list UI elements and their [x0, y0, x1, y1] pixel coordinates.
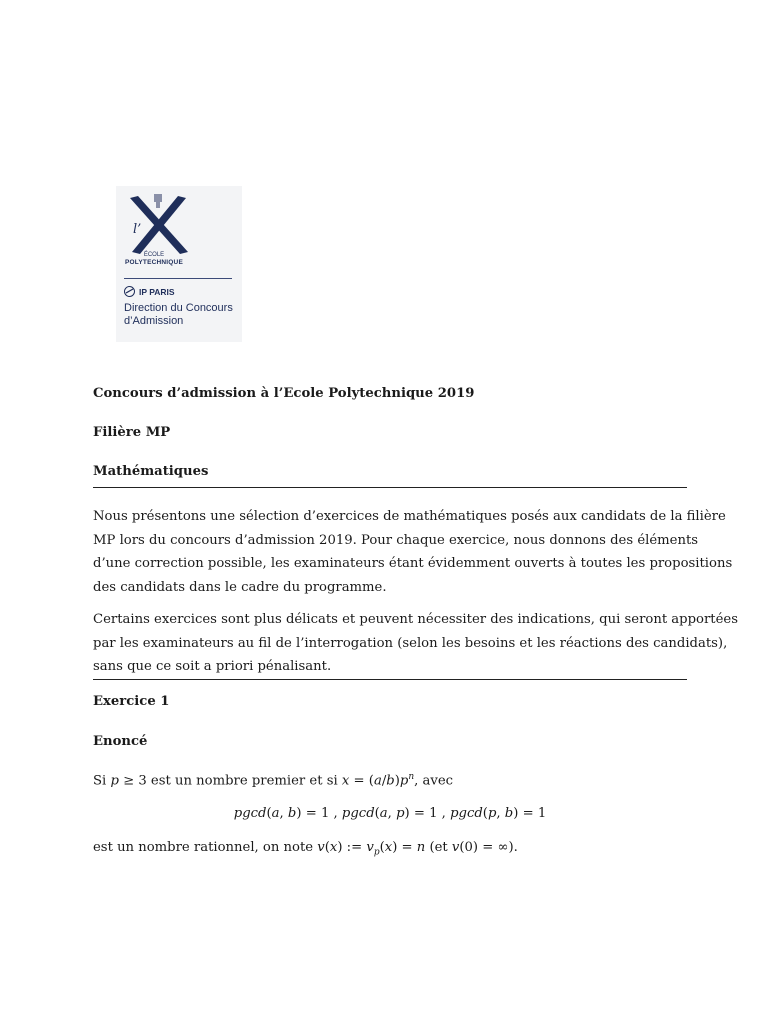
exercise-statement-line1: Si p ≥ 3 est un nombre premier et si $x = (a/b)p^n$, avec	[93, 772, 454, 789]
direction-line1: Direction du Concours	[124, 302, 233, 314]
direction-concours	[124, 302, 233, 328]
filiere-heading: Filière MP	[93, 425, 171, 440]
logo-school-line1: ÉCOLE	[143, 252, 165, 258]
logo-school-line2: POLYTECHNIQUE	[125, 259, 183, 266]
ecole-polytechnique-logo	[116, 186, 242, 342]
intro-paragraph-1	[93, 505, 733, 599]
intro-p2-line: Certains exercices sont plus délicats et peuvent nécessiter des indications, qui seront apportées	[93, 612, 738, 627]
exercise-statement-line2: est un nombre rationnel, on note v(x) := $v_p(x) = n$ (et v(0) = ∞).	[93, 840, 518, 858]
gcd-conditions-formula: pgcd(a, b) = 1 , pgcd(a, p) = 1 , pgcd(p, b) = 1	[233, 806, 547, 821]
subject-heading: Mathématiques	[93, 464, 209, 479]
intro-p2-line: par les examinateurs au fil de l’interrogation (selon les besoins et les réactions des candidats),	[93, 635, 728, 651]
exercise-subtitle: Enoncé	[93, 734, 148, 749]
logo-prefix: l’	[133, 222, 142, 237]
intro-p1-line: MP lors du concours d’admission 2019. Pour chaque exercice, nous donnons des éléments	[93, 532, 699, 548]
direction-line2: d’Admission	[124, 315, 184, 327]
intro-p1-line: Nous présentons une sélection d’exercices de mathématiques posés aux candidats de la filière	[93, 509, 726, 524]
logo-divider	[124, 278, 232, 279]
ip-paris-text: IP PARIS	[139, 286, 175, 297]
intro-paragraph-2	[93, 608, 738, 679]
exercise-title: Exercice 1	[93, 694, 170, 709]
ip-paris-label	[124, 286, 175, 297]
intro-p2-line: sans que ce soit a priori pénalisant.	[93, 659, 332, 674]
logo-school-name	[116, 252, 192, 266]
section-rule-bottom	[93, 679, 687, 680]
document-title: Concours d’admission à l’Ecole Polytechnique 2019	[93, 386, 475, 401]
ip-paris-icon	[124, 286, 135, 297]
intro-p1-line: des candidats dans le cadre du programme.	[93, 579, 387, 595]
intro-p1-line: d’une correction possible, les examinateurs étant évidemment ouverts à toutes les propositions	[93, 556, 733, 571]
section-rule-top	[93, 487, 687, 488]
